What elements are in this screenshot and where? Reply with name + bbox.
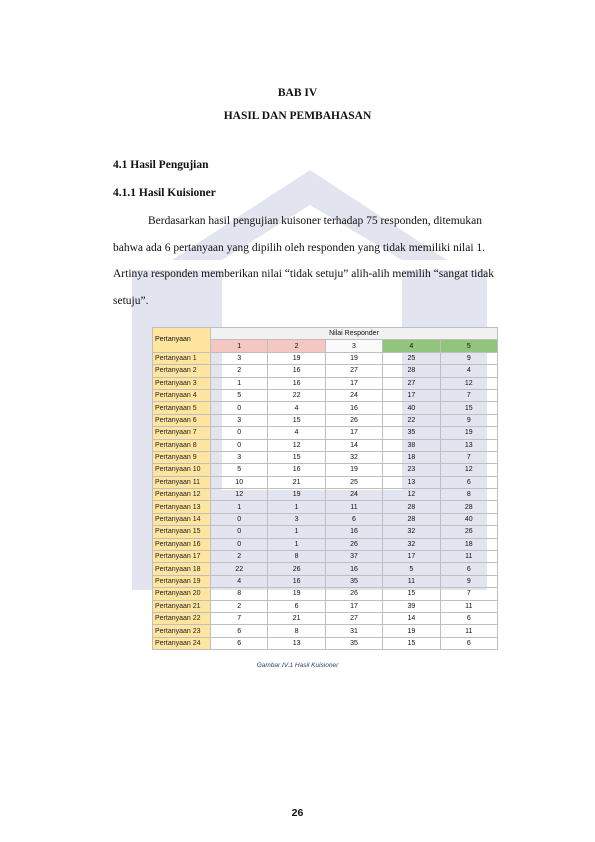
score-cell: 6 xyxy=(440,476,497,488)
score-cell: 24 xyxy=(325,389,382,401)
score-cell: 32 xyxy=(325,451,382,463)
score-cell: 25 xyxy=(383,352,440,364)
score-cell: 32 xyxy=(383,538,440,550)
score-cell: 18 xyxy=(440,538,497,550)
table-row xyxy=(153,538,498,550)
score-cell: 22 xyxy=(268,389,325,401)
score-cell: 5 xyxy=(383,563,440,575)
table-row xyxy=(153,501,498,513)
score-cell: 16 xyxy=(325,402,382,414)
score-cell: 3 xyxy=(211,352,268,364)
question-label: Pertanyaan 9 xyxy=(153,451,211,463)
score-cell: 1 xyxy=(211,377,268,389)
question-label: Pertanyaan 7 xyxy=(153,427,211,439)
score-cell: 13 xyxy=(383,476,440,488)
score-cell: 35 xyxy=(383,427,440,439)
score-cell: 15 xyxy=(383,637,440,649)
score-cell: 0 xyxy=(211,526,268,538)
score-cell: 7 xyxy=(440,588,497,600)
score-cell: 17 xyxy=(383,389,440,401)
paragraph-line: Berdasarkan hasil pengujian kuisoner terhadap 75 responden, ditemukan xyxy=(148,215,483,227)
score-cell: 19 xyxy=(325,464,382,476)
question-label: Pertanyaan 21 xyxy=(153,600,211,612)
score-cell: 5 xyxy=(211,389,268,401)
score-column-header: 2 xyxy=(268,340,325,352)
score-cell: 1 xyxy=(268,501,325,513)
table-row xyxy=(153,476,498,488)
table-row xyxy=(153,563,498,575)
score-cell: 25 xyxy=(325,476,382,488)
score-cell: 1 xyxy=(211,501,268,513)
score-cell: 12 xyxy=(211,489,268,501)
score-cell: 19 xyxy=(383,625,440,637)
score-cell: 0 xyxy=(211,538,268,550)
score-cell: 40 xyxy=(440,513,497,525)
question-label: Pertanyaan 24 xyxy=(153,637,211,649)
table-row xyxy=(153,526,498,538)
score-cell: 8 xyxy=(211,588,268,600)
paragraph-line: Artinya responden memberikan nilai “tidak setuju” alih-alih memilih “sangat tidak xyxy=(113,268,494,280)
score-cell: 12 xyxy=(440,464,497,476)
score-cell: 18 xyxy=(383,451,440,463)
question-label: Pertanyaan 15 xyxy=(153,526,211,538)
score-cell: 7 xyxy=(440,451,497,463)
score-cell: 6 xyxy=(325,513,382,525)
question-label: Pertanyaan 19 xyxy=(153,575,211,587)
question-label: Pertanyaan 6 xyxy=(153,414,211,426)
score-cell: 6 xyxy=(440,563,497,575)
score-cell: 37 xyxy=(325,551,382,563)
score-cell: 1 xyxy=(268,526,325,538)
score-cell: 2 xyxy=(211,365,268,377)
score-cell: 3 xyxy=(211,414,268,426)
score-cell: 22 xyxy=(211,563,268,575)
score-cell: 19 xyxy=(268,588,325,600)
score-cell: 28 xyxy=(440,501,497,513)
score-cell: 4 xyxy=(440,365,497,377)
score-column-header: 3 xyxy=(325,340,382,352)
score-cell: 31 xyxy=(325,625,382,637)
score-cell: 40 xyxy=(383,402,440,414)
score-cell: 13 xyxy=(268,637,325,649)
score-cell: 8 xyxy=(268,551,325,563)
question-label: Pertanyaan 20 xyxy=(153,588,211,600)
body-paragraph xyxy=(113,208,523,314)
question-label: Pertanyaan 23 xyxy=(153,625,211,637)
score-cell: 26 xyxy=(325,414,382,426)
question-label: Pertanyaan 16 xyxy=(153,538,211,550)
score-column-header: 4 xyxy=(383,340,440,352)
paragraph-line: bahwa ada 6 pertanyaan yang dipilih oleh responden yang tidak memiliki nilai 1. xyxy=(113,241,486,254)
score-cell: 6 xyxy=(268,600,325,612)
score-cell: 3 xyxy=(211,451,268,463)
score-cell: 11 xyxy=(440,625,497,637)
score-cell: 15 xyxy=(268,451,325,463)
score-cell: 16 xyxy=(268,365,325,377)
score-cell: 6 xyxy=(440,612,497,624)
question-column-header: Pertanyaan xyxy=(153,328,211,353)
figure-caption: Gambar IV.1 Hasil Kuisioner xyxy=(256,662,339,669)
score-cell: 8 xyxy=(440,489,497,501)
score-cell: 8 xyxy=(268,625,325,637)
table-row xyxy=(153,612,498,624)
score-cell: 6 xyxy=(211,637,268,649)
score-cell: 11 xyxy=(440,600,497,612)
questionnaire-results-table xyxy=(152,327,498,650)
score-cell: 2 xyxy=(211,600,268,612)
table-row xyxy=(153,551,498,563)
score-cell: 15 xyxy=(268,414,325,426)
question-label: Pertanyaan 14 xyxy=(153,513,211,525)
question-label: Pertanyaan 1 xyxy=(153,352,211,364)
score-cell: 17 xyxy=(325,377,382,389)
score-cell: 0 xyxy=(211,513,268,525)
question-label: Pertanyaan 4 xyxy=(153,389,211,401)
table-row xyxy=(153,637,498,649)
score-cell: 2 xyxy=(211,551,268,563)
score-cell: 38 xyxy=(383,439,440,451)
score-cell: 26 xyxy=(325,588,382,600)
score-cell: 28 xyxy=(383,513,440,525)
score-cell: 35 xyxy=(325,637,382,649)
score-cell: 0 xyxy=(211,439,268,451)
table-row xyxy=(153,451,498,463)
page-number: 26 xyxy=(291,807,304,819)
score-cell: 0 xyxy=(211,402,268,414)
table-row xyxy=(153,377,498,389)
score-cell: 11 xyxy=(440,551,497,563)
table-row xyxy=(153,513,498,525)
score-cell: 4 xyxy=(211,575,268,587)
score-cell: 12 xyxy=(440,377,497,389)
score-cell: 5 xyxy=(211,464,268,476)
table-row xyxy=(153,439,498,451)
score-cell: 28 xyxy=(383,365,440,377)
score-cell: 16 xyxy=(268,377,325,389)
table-row xyxy=(153,489,498,501)
question-label: Pertanyaan 22 xyxy=(153,612,211,624)
table-row xyxy=(153,588,498,600)
paragraph-line: setuju”. xyxy=(113,294,149,307)
score-cell: 15 xyxy=(383,588,440,600)
score-cell: 32 xyxy=(383,526,440,538)
table-row xyxy=(153,414,498,426)
score-cell: 9 xyxy=(440,575,497,587)
score-cell: 9 xyxy=(440,414,497,426)
score-cell: 19 xyxy=(440,427,497,439)
score-cell: 6 xyxy=(211,625,268,637)
table-row xyxy=(153,427,498,439)
question-label: Pertanyaan 8 xyxy=(153,439,211,451)
question-label: Pertanyaan 2 xyxy=(153,365,211,377)
score-cell: 27 xyxy=(383,377,440,389)
score-cell: 24 xyxy=(325,489,382,501)
question-label: Pertanyaan 3 xyxy=(153,377,211,389)
score-cell: 39 xyxy=(383,600,440,612)
table-body xyxy=(153,352,498,649)
section-heading: 4.1 Hasil Pengujian xyxy=(113,159,209,171)
score-cell: 35 xyxy=(325,575,382,587)
score-cell: 16 xyxy=(325,526,382,538)
question-label: Pertanyaan 12 xyxy=(153,489,211,501)
score-cell: 4 xyxy=(268,402,325,414)
table-row xyxy=(153,464,498,476)
table-row xyxy=(153,600,498,612)
table-row xyxy=(153,575,498,587)
table-row xyxy=(153,365,498,377)
subsection-heading: 4.1.1 Hasil Kuisioner xyxy=(113,187,216,199)
score-cell: 9 xyxy=(440,352,497,364)
score-cell: 12 xyxy=(268,439,325,451)
chapter-title: HASIL DAN PEMBAHASAN xyxy=(223,110,372,122)
chapter-heading: BAB IV xyxy=(277,87,318,99)
score-cell: 27 xyxy=(325,365,382,377)
score-cell: 26 xyxy=(268,563,325,575)
score-cell: 6 xyxy=(440,637,497,649)
score-cell: 21 xyxy=(268,612,325,624)
score-column-header: 1 xyxy=(211,340,268,352)
score-cell: 19 xyxy=(268,352,325,364)
table-row xyxy=(153,352,498,364)
score-column-header: 5 xyxy=(440,340,497,352)
score-cell: 14 xyxy=(325,439,382,451)
question-label: Pertanyaan 18 xyxy=(153,563,211,575)
score-cell: 26 xyxy=(440,526,497,538)
score-cell: 19 xyxy=(325,352,382,364)
score-cell: 11 xyxy=(383,575,440,587)
score-cell: 14 xyxy=(383,612,440,624)
table-row xyxy=(153,625,498,637)
score-cell: 15 xyxy=(440,402,497,414)
question-label: Pertanyaan 17 xyxy=(153,551,211,563)
score-cell: 17 xyxy=(383,551,440,563)
score-cell: 7 xyxy=(440,389,497,401)
score-cell: 1 xyxy=(268,538,325,550)
table-row xyxy=(153,402,498,414)
score-cell: 16 xyxy=(268,575,325,587)
score-cell: 4 xyxy=(268,427,325,439)
score-cell: 12 xyxy=(383,489,440,501)
question-label: Pertanyaan 13 xyxy=(153,501,211,513)
score-cell: 13 xyxy=(440,439,497,451)
score-cell: 28 xyxy=(383,501,440,513)
score-cell: 7 xyxy=(211,612,268,624)
score-cell: 21 xyxy=(268,476,325,488)
score-cell: 16 xyxy=(325,563,382,575)
score-cell: 11 xyxy=(325,501,382,513)
question-label: Pertanyaan 11 xyxy=(153,476,211,488)
table-row xyxy=(153,389,498,401)
score-cell: 27 xyxy=(325,612,382,624)
score-group-header: Nilai Responder xyxy=(211,328,498,340)
question-label: Pertanyaan 5 xyxy=(153,402,211,414)
score-cell: 19 xyxy=(268,489,325,501)
score-cell: 23 xyxy=(383,464,440,476)
score-cell: 26 xyxy=(325,538,382,550)
question-label: Pertanyaan 10 xyxy=(153,464,211,476)
score-cell: 0 xyxy=(211,427,268,439)
score-cell: 3 xyxy=(268,513,325,525)
score-cell: 17 xyxy=(325,600,382,612)
score-cell: 16 xyxy=(268,464,325,476)
score-cell: 10 xyxy=(211,476,268,488)
score-cell: 22 xyxy=(383,414,440,426)
score-cell: 17 xyxy=(325,427,382,439)
